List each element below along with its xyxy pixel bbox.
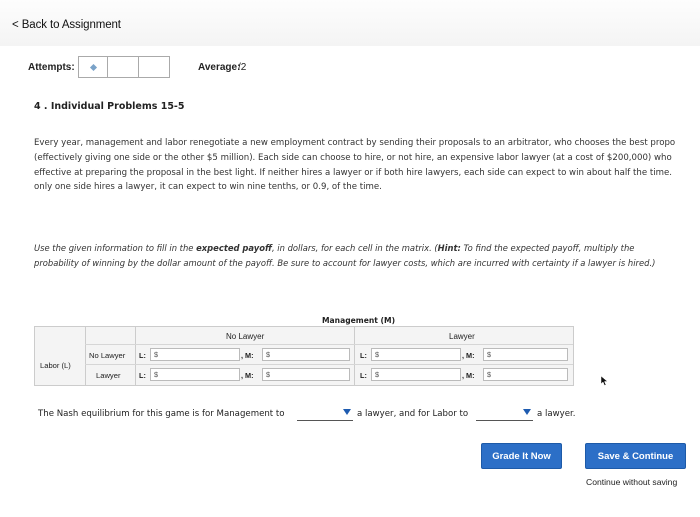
management-payoff-input-nl-l[interactable]: $ <box>483 348 568 361</box>
attempts-indicator <box>78 56 170 78</box>
instruction-line: probability of winning by the dollar amount of the payoff. Be sure to account for lawyer costs, which are incurred with certainty if a lawyer is hired.) <box>34 258 656 268</box>
average-value: /2 <box>238 62 247 73</box>
attempts-label: Attempts: <box>28 62 75 73</box>
back-to-assignment-link[interactable]: < Back to Assignment <box>12 19 121 31</box>
nash-text-middle: a lawyer, and for Labor to <box>357 409 469 419</box>
labor-payoff-input-nl-l[interactable]: $ <box>371 348 461 361</box>
labor-payoff-input-nl-nl[interactable]: $ <box>150 348 240 361</box>
nash-text-before: The Nash equilibrium for this game is for Management to <box>38 409 285 419</box>
instruction-text <box>34 241 694 271</box>
payoff-matrix <box>34 326 574 386</box>
problem-line: only one side hires a lawyer, it can expect to win nine tenths, or 0.9, of the time. <box>34 182 382 193</box>
average-label: Average: <box>198 62 241 73</box>
attempts-cell-1 <box>79 57 108 77</box>
management-payoff-input-l-l[interactable]: $ <box>483 368 568 381</box>
continue-without-saving-link[interactable]: Continue without saving <box>586 477 678 487</box>
problem-line: (effectively giving one side or the other $5 million). Each side can choose to hire, or not hire, an expensive labor lawyer (at a cost of $200,000) who <box>34 152 672 163</box>
management-field-label: , M: <box>241 351 254 360</box>
column-header-lawyer: Lawyer <box>449 332 475 341</box>
problem-line: Every year, management and labor renegotiate a new employment contract by sending their proposals to an arbitrator, who chooses the best propo <box>34 138 676 148</box>
management-choice-dropdown[interactable] <box>297 406 353 421</box>
mouse-cursor-icon <box>601 376 609 386</box>
labor-payoff-input-l-l[interactable]: $ <box>371 368 461 381</box>
labor-field-label: L: <box>139 371 146 380</box>
top-bar <box>0 0 700 46</box>
question-heading: 4 . Individual Problems 15-5 <box>34 101 185 112</box>
management-field-label: , M: <box>241 371 254 380</box>
labor-choice-dropdown[interactable] <box>476 406 533 421</box>
management-header: Management (M) <box>322 316 396 325</box>
labor-field-label: L: <box>139 351 146 360</box>
attempts-cell-3 <box>139 57 169 77</box>
management-field-label: , M: <box>462 371 475 380</box>
grade-it-now-button[interactable]: Grade It Now <box>481 443 562 469</box>
dropdown-arrow-icon <box>343 409 351 415</box>
attempts-cell-2 <box>108 57 139 77</box>
labor-payoff-input-l-nl[interactable]: $ <box>150 368 240 381</box>
row-group-header-labor: Labor (L) <box>40 361 71 370</box>
management-payoff-input-nl-nl[interactable]: $ <box>262 348 350 361</box>
labor-field-label: L: <box>360 371 367 380</box>
diamond-icon <box>89 63 96 70</box>
management-payoff-input-l-nl[interactable]: $ <box>262 368 350 381</box>
instruction-line: Use the given information to fill in the expected payoff, in dollars, for each cell in the matrix. (Hint: To find the expected payoff, multiply the <box>34 243 635 253</box>
problem-line: effective at preparing the proposal in the best light. If neither hires a lawyer or if both hire lawyers, each side can expect to win about half the time. <box>34 167 673 178</box>
column-header-no-lawyer: No Lawyer <box>226 332 265 341</box>
management-field-label: , M: <box>462 351 475 360</box>
row-header-lawyer: Lawyer <box>96 371 121 380</box>
nash-text-end: a lawyer. <box>537 409 576 419</box>
save-and-continue-button[interactable]: Save & Continue <box>585 443 686 469</box>
row-header-no-lawyer: No Lawyer <box>89 351 126 360</box>
problem-text <box>34 136 700 195</box>
dropdown-arrow-icon <box>523 409 531 415</box>
labor-field-label: L: <box>360 351 367 360</box>
